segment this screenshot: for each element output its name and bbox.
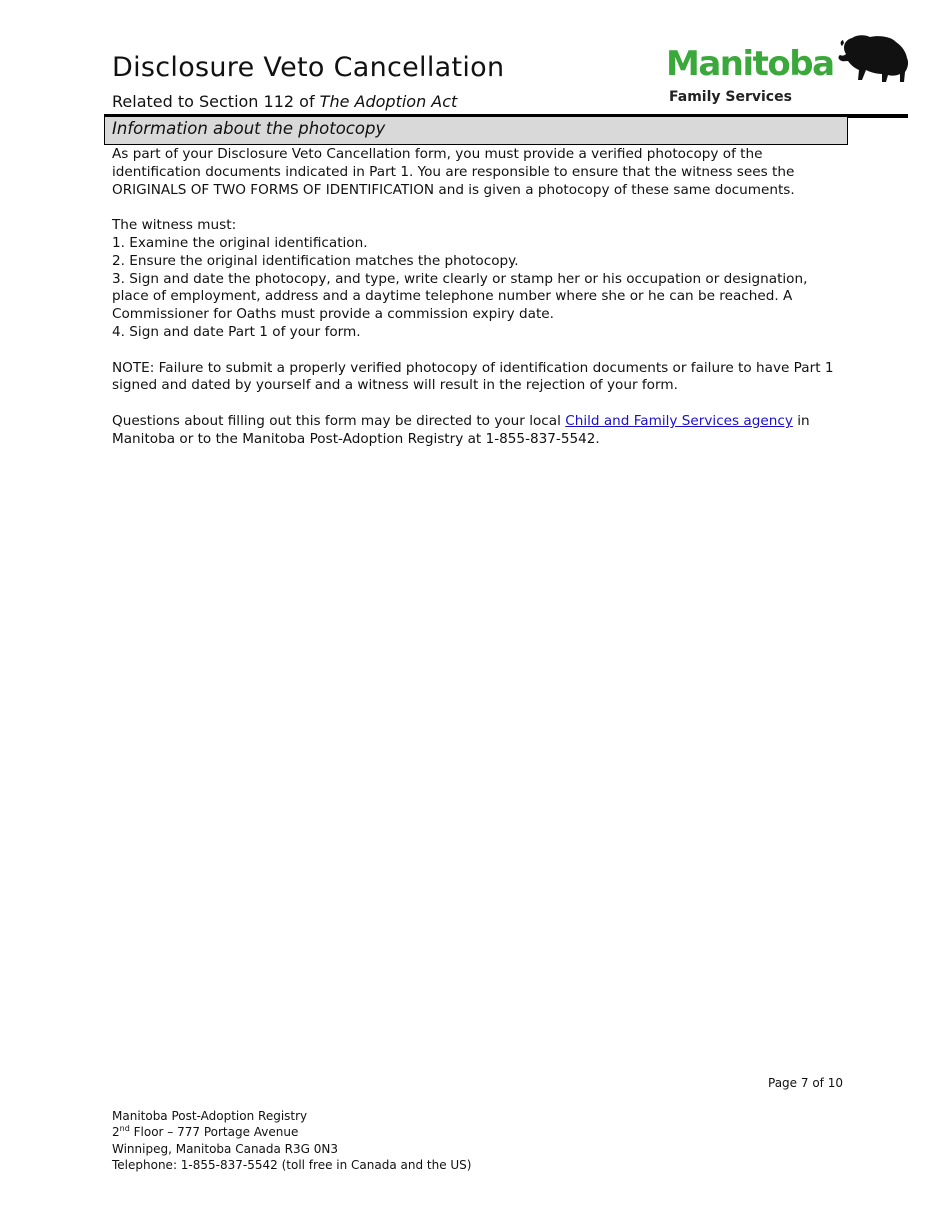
cfs-agency-link[interactable]: Child and Family Services agency <box>565 412 793 429</box>
document-subtitle <box>112 92 457 111</box>
note-paragraph: NOTE: Failure to submit a properly verified photocopy of identification documents or failure to have Part 1 signed and dated by yourself and a witness will result in the rejection of your form. <box>112 359 834 394</box>
spacer <box>112 199 847 217</box>
logo-department: Family Services <box>669 89 792 105</box>
footer-floor <box>112 1124 471 1140</box>
witness-step: 3. Sign and date the photocopy, and type, write clearly or stamp her or his occupation or designation, place of employment, address and a daytime telephone number where she or he can be reached. A Commissioner for Oaths must provide a commission expiry date. <box>112 270 808 323</box>
intro-paragraph: As part of your Disclosure Veto Cancellation form, you must provide a verified photocopy of the identification documents indicated in Part 1. You are responsible to ensure that the witness sees the ORIGINALS OF TWO FORMS OF IDENTIFICATION and is given a photocopy of these same documents. <box>112 146 795 198</box>
witness-step: 2. Ensure the original identification matches the photocopy. <box>112 252 519 269</box>
street-address: Floor – 777 Portage Avenue <box>129 1125 299 1140</box>
section-title: Information about the photocopy <box>112 119 386 138</box>
document-title: Disclosure Veto Cancellation <box>112 52 505 83</box>
footer-org: Manitoba Post-Adoption Registry <box>112 1109 308 1123</box>
page-number: Page 7 of 10 <box>768 1076 843 1090</box>
section-body <box>112 146 847 449</box>
witness-step: 1. Examine the original identification. <box>112 234 368 251</box>
witness-intro: The witness must: <box>112 217 237 234</box>
spacer <box>112 395 847 413</box>
footer-phone: Telephone: 1-855-837-5542 (toll free in Canada and the US) <box>112 1157 472 1172</box>
footer-address <box>112 1108 471 1173</box>
floor-number: 2 <box>112 1125 120 1140</box>
subtitle-prefix: Related to Section 112 of <box>112 92 320 111</box>
floor-suffix: nd <box>119 1124 130 1134</box>
witness-step: 4. Sign and date Part 1 of your form. <box>112 323 361 340</box>
section-header <box>104 117 848 145</box>
manitoba-logo <box>666 34 911 110</box>
logo-wordmark: Manitoba <box>666 44 834 84</box>
questions-suffix: in Manitoba or to the Manitoba Post-Adoption Registry at 1-855-837-5542. <box>112 412 810 447</box>
questions-paragraph <box>112 413 847 449</box>
questions-prefix: Questions about filling out this form may be directed to your local <box>112 412 566 429</box>
spacer <box>112 342 847 360</box>
bison-icon <box>836 34 910 86</box>
footer-city: Winnipeg, Manitoba Canada R3G 0N3 <box>112 1141 339 1156</box>
act-name: The Adoption Act <box>319 92 458 111</box>
